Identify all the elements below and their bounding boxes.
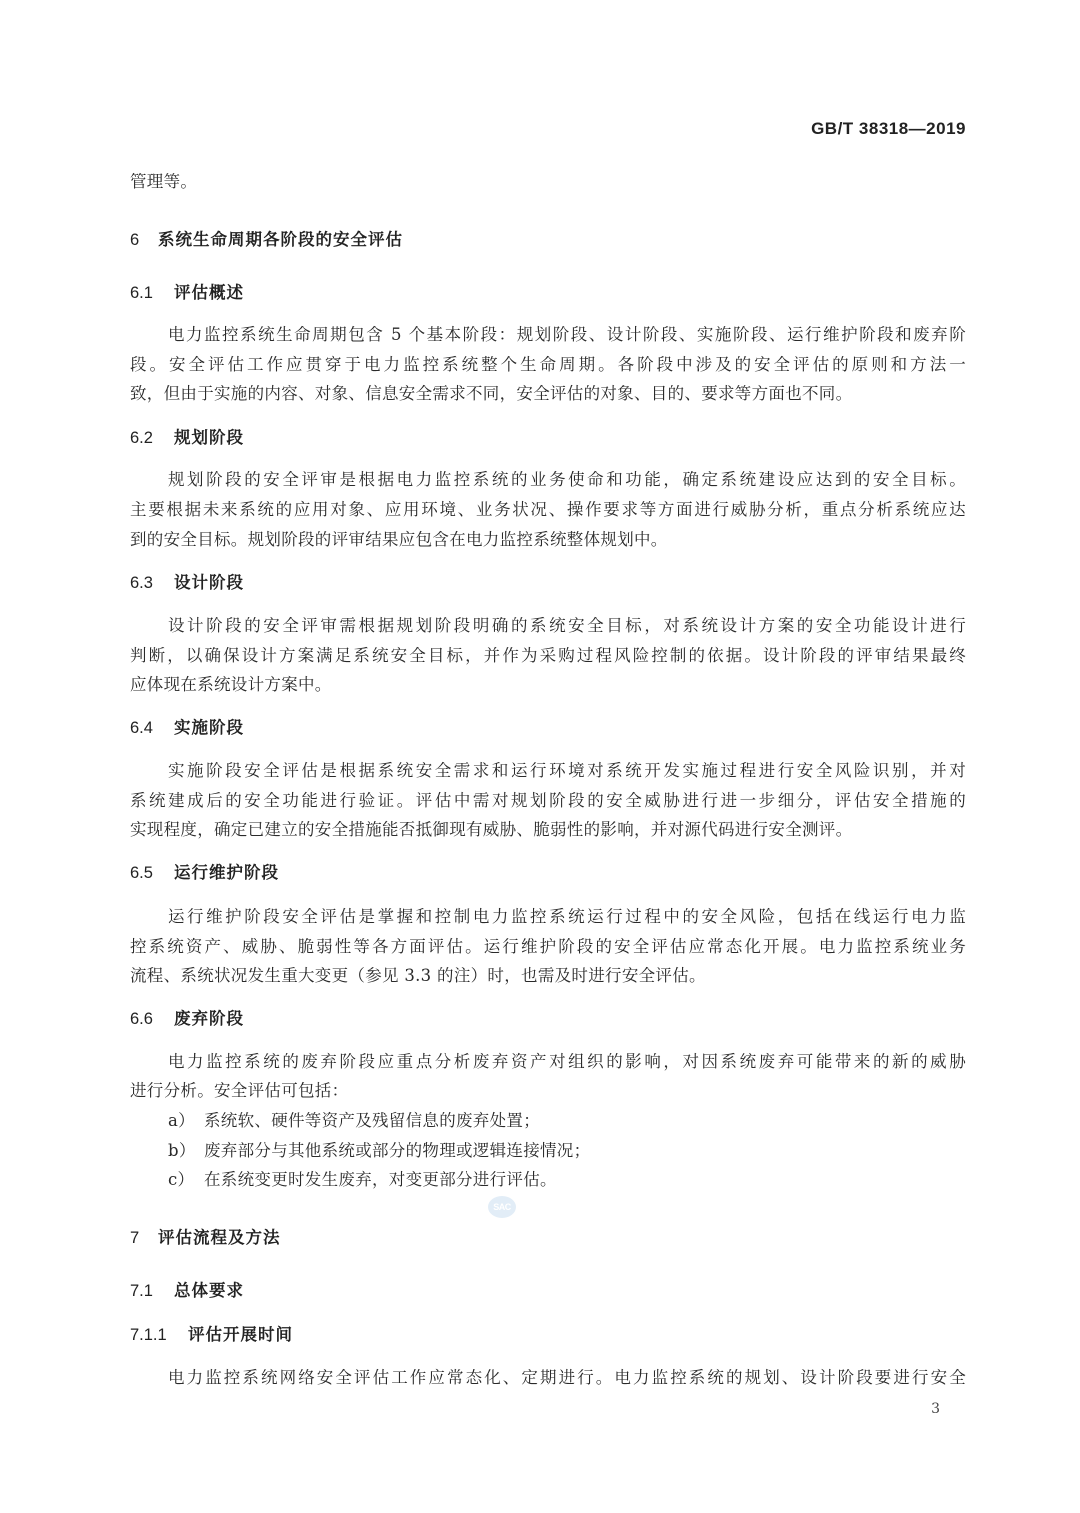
section-title: 总体要求	[174, 1282, 244, 1300]
paragraph-line: 应体现在系统设计方案中。	[130, 675, 332, 694]
paragraph-line: 流程、系统状况发生重大变更（参见 3.3 的注）时，也需及时进行安全评估。	[130, 966, 706, 985]
section-number: 7.1	[130, 1282, 153, 1300]
list-item	[168, 1109, 540, 1133]
paragraph-line: 实现程度，确定已建立的安全措施能否抵御现有威胁、脆弱性的影响，并对源代码进行安全测评。	[130, 820, 853, 839]
paragraph-line: 进行分析。安全评估可包括：	[130, 1081, 349, 1100]
paragraph-line: 实施阶段安全评估是根据系统安全需求和运行环境对系统开发实施过程进行安全风险识别，并对	[168, 761, 966, 780]
list-marker: c）	[168, 1170, 195, 1189]
list-item	[168, 1139, 590, 1163]
list-item-text: 废弃部分与其他系统或部分的物理或逻辑连接情况；	[204, 1141, 591, 1160]
section-7-1-1-heading	[130, 1323, 293, 1347]
standard-code: GB/T 38318—2019	[811, 119, 966, 138]
section-title: 设计阶段	[174, 574, 244, 592]
section-number: 6	[130, 231, 140, 249]
paragraph-line: 判断，以确保设计方案满足系统安全目标，并作为采购过程风险控制的依据。设计阶段的评审结果最终	[130, 646, 966, 665]
section-6-3-heading	[130, 571, 244, 595]
paragraph-line: 系统建成后的安全功能进行验证。评估中需对规划阶段的安全威胁进行进一步细分，评估安全措施的	[130, 791, 966, 810]
section-title: 评估流程及方法	[158, 1229, 281, 1247]
section-number: 6.5	[130, 864, 153, 882]
paragraph-line: 主要根据未来系统的应用对象、应用环境、业务状况、操作要求等方面进行威胁分析，重点分析系统应达	[130, 500, 966, 519]
paragraph-line: 段。安全评估工作应贯穿于电力监控系统整个生命周期。各阶段中涉及的安全评估的原则和方法一	[130, 355, 966, 374]
carry-over-text: 管理等。	[130, 172, 198, 191]
section-title: 规划阶段	[174, 429, 244, 447]
paragraph-line: 设计阶段的安全评审需根据规划阶段明确的系统安全目标，对系统设计方案的安全功能设计进行	[168, 616, 966, 635]
paragraph-line: 控系统资产、威胁、脆弱性等各方面评估。运行维护阶段的安全评估应常态化开展。电力监控系统业务	[130, 937, 966, 956]
section-number: 7.1.1	[130, 1326, 167, 1344]
paragraph-line: 规划阶段的安全评审是根据电力监控系统的业务使命和功能，确定系统建设应达到的安全目标。	[168, 470, 966, 489]
section-6-4-heading	[130, 716, 244, 740]
section-6-5-heading	[130, 861, 279, 885]
sac-watermark-logo: SAC	[488, 1196, 516, 1218]
list-marker: a）	[168, 1111, 195, 1130]
section-title: 运行维护阶段	[174, 864, 279, 882]
section-title: 系统生命周期各阶段的安全评估	[158, 231, 403, 249]
section-number: 7	[130, 1229, 140, 1247]
list-item-text: 在系统变更时发生废弃，对变更部分进行评估。	[204, 1170, 557, 1189]
list-marker: b）	[168, 1141, 196, 1160]
section-6-2-heading	[130, 426, 244, 450]
section-7-1-heading	[130, 1279, 244, 1303]
section-number: 6.1	[130, 284, 153, 302]
section-title: 实施阶段	[174, 719, 244, 737]
section-title: 废弃阶段	[174, 1010, 244, 1028]
paragraph-line: 运行维护阶段安全评估是掌握和控制电力监控系统运行过程中的安全风险，包括在线运行电力监	[168, 907, 966, 926]
section-title: 评估开展时间	[188, 1326, 293, 1344]
paragraph-line: 致，但由于实施的内容、对象、信息安全需求不同，安全评估的对象、目的、要求等方面也不同。	[130, 384, 853, 403]
section-number: 6.3	[130, 574, 153, 592]
section-number: 6.4	[130, 719, 153, 737]
paragraph-line: 电力监控系统的废弃阶段应重点分析废弃资产对组织的影响，对因系统废弃可能带来的新的威胁	[168, 1052, 966, 1071]
paragraph-line: 到的安全目标。规划阶段的评审结果应包含在电力监控系统整体规划中。	[130, 530, 668, 549]
section-6-heading	[130, 228, 403, 252]
section-6-1-heading	[130, 281, 244, 305]
list-item-text: 系统软、硬件等资产及残留信息的废弃处置；	[204, 1111, 540, 1130]
paragraph-line: 电力监控系统生命周期包含 5 个基本阶段：规划阶段、设计阶段、实施阶段、运行维护阶段和废弃阶	[168, 325, 966, 344]
section-title: 评估概述	[174, 284, 244, 302]
paragraph-line: 电力监控系统网络安全评估工作应常态化、定期进行。电力监控系统的规划、设计阶段要进行安全	[168, 1368, 966, 1387]
section-number: 6.2	[130, 429, 153, 447]
section-7-heading	[130, 1226, 281, 1250]
section-6-6-heading	[130, 1007, 244, 1031]
page-number: 3	[931, 1401, 940, 1417]
section-number: 6.6	[130, 1010, 153, 1028]
list-item	[168, 1168, 557, 1192]
